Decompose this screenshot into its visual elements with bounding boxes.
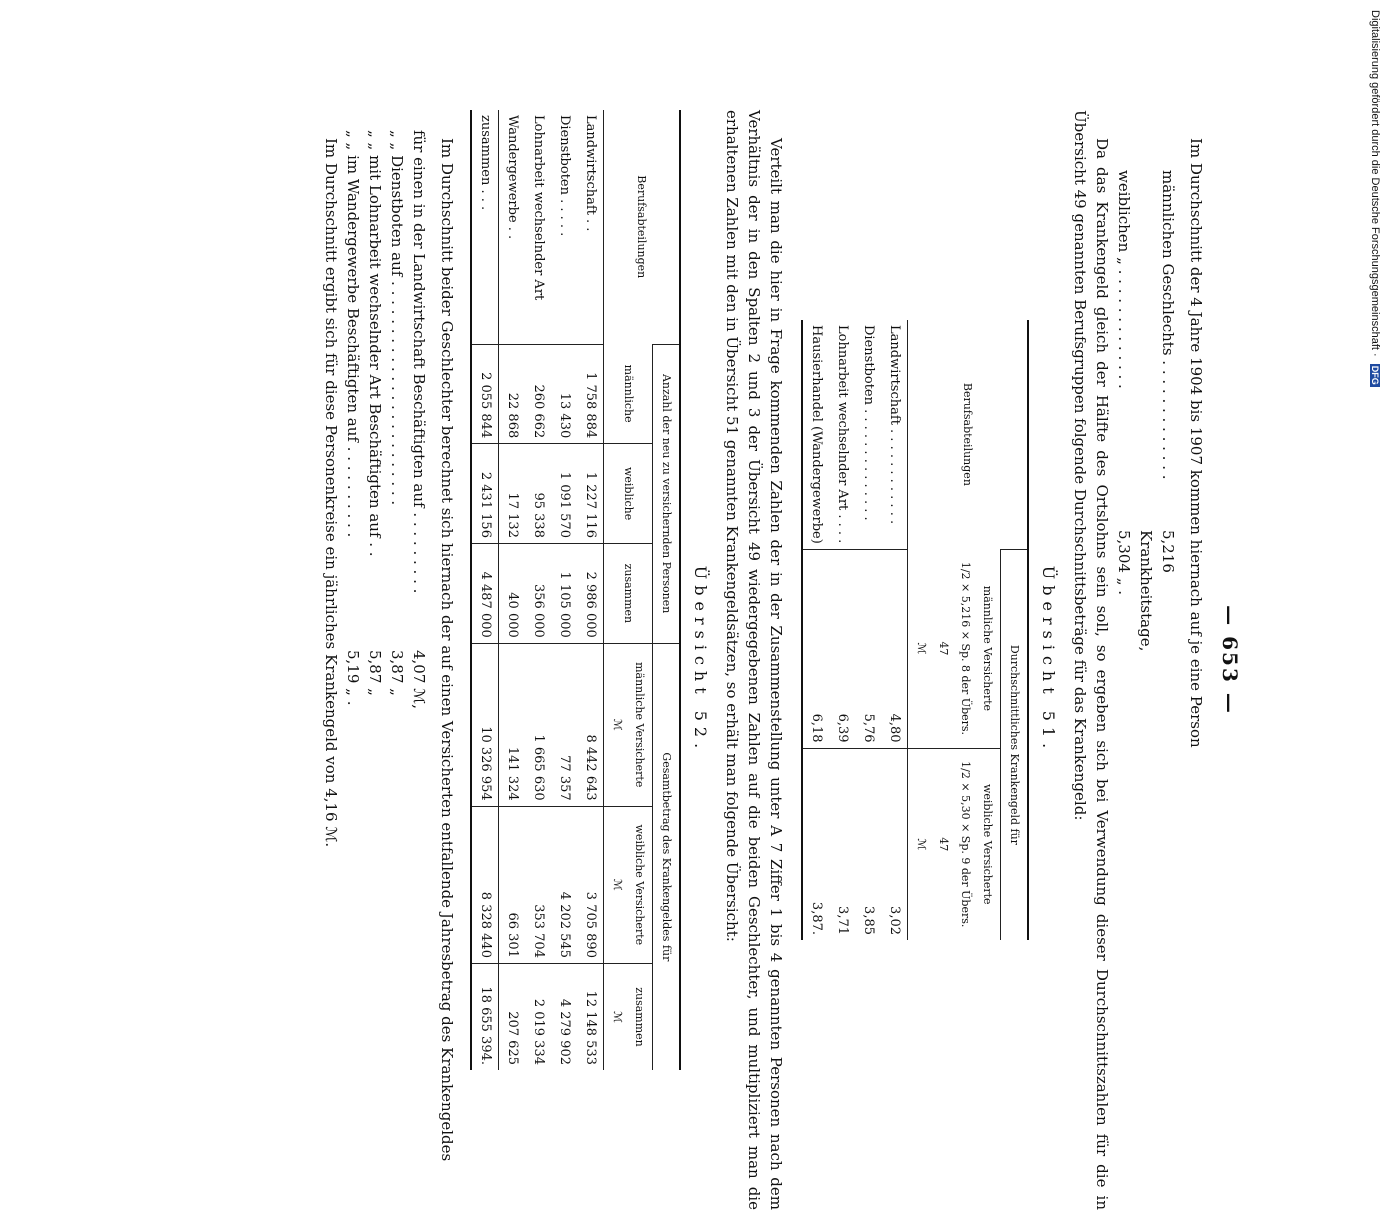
table-51-title: Übersicht 51. (1039, 565, 1058, 755)
cell: 95 338 (525, 444, 551, 544)
t52-head-total: zusammen (604, 543, 653, 643)
cell: 1 091 570 (551, 444, 577, 544)
t52-head-male-insured (604, 643, 653, 806)
cell: 10 326 954 (471, 643, 499, 806)
cell: 1 105 000 (551, 543, 577, 643)
t52-head-total-insured (604, 963, 653, 1070)
cell: 8 442 643 (577, 643, 604, 806)
table-row-total (471, 110, 499, 1070)
t52-head-female-insured-label: weibliche Versicherte (633, 824, 646, 946)
row-label: Lohnarbeit wechselnder Art (531, 115, 546, 301)
cell: 2 986 000 (577, 543, 604, 643)
table-row (855, 320, 881, 940)
list-item-label: für einen in der Landwirtschaft Beschäftigten auf . . . . . . . . . (410, 130, 428, 594)
t51-unit-female: ℳ (915, 838, 928, 851)
gender-row-female (1113, 170, 1135, 1210)
cell-female: 3,02 (881, 748, 908, 940)
paragraph-verteilung: Verteilt man die hier in Frage kommenden Zahlen der in der Zusammenstellung unter A 7 Ziffer 1 bis 4 genannten Personen nach dem Verhältnis der in den Spalten 2 und 3 der Übersicht 49 wiedergegebenen Zahlen auf die beiden Geschlechter, und multipliziert man die erhaltenen Zahlen mit den in Übersicht 51 genannten Krankengeldsätzen, so erhält man folgende Übersicht: (723, 110, 785, 1210)
cell: 1 665 630 (525, 643, 551, 806)
cell: 2 055 844 (471, 344, 499, 444)
t52-unit: ℳ (611, 718, 624, 731)
cell: 3 705 890 (577, 806, 604, 963)
gender-value: 5,216 Krankheitstage, (1137, 530, 1177, 652)
t51-head-female-label: weibliche Versicherte (981, 783, 994, 905)
t51-formula-male: 1/2 × 5,216 × Sp. 8 der Übers. 47 (937, 561, 972, 736)
page-number: — 653 — (1218, 605, 1242, 715)
t52-head-male-insured-label: männliche Versicherte (633, 662, 646, 788)
table-row (881, 320, 908, 940)
table-row (551, 110, 577, 1070)
t51-head-male-label: männliche Versicherte (981, 585, 994, 712)
table-row (802, 320, 829, 940)
table-row (829, 320, 855, 940)
dfg-sidebar (1367, 10, 1383, 390)
list-item (364, 130, 386, 1210)
t52-head-female-insured (604, 806, 653, 963)
t51-head-male (908, 549, 1001, 748)
cell: 22 868 (499, 344, 526, 444)
cell-male: 5,76 (855, 549, 881, 748)
gender-label: weiblichen „ . . . . . . . . . . . . . (1115, 170, 1133, 389)
row-label: Lohnarbeit wechselnder Art . . . . (835, 325, 850, 544)
cell: 2 019 334 (525, 963, 551, 1070)
rotated-page-content (151, 110, 1241, 1210)
cell: 2 431 156 (471, 444, 499, 544)
table-52-title: Übersicht 52. (691, 565, 710, 755)
list-item (342, 130, 364, 1210)
table-52 (470, 110, 681, 1070)
dfg-credit (1369, 10, 1381, 390)
paragraph-krankengeld: Da das Krankengeld gleich der Hälfte des Ortslohns sein soll, so ergeben sich bei Verwendung dieser Durchschnittszahlen für die in Übersicht 49 genannten Berufsgruppen folgende Durchschnittsbeträge für das Krankengeld: (1071, 110, 1111, 1210)
cell: 18 655 394. (471, 963, 499, 1070)
list-item-value: 5,19 „ . (344, 650, 362, 706)
cell: 40 000 (499, 543, 526, 643)
list-item-label: „ „ Dienstboten auf . . . . . . . . . . . . . . . . . . . . . . . . (388, 130, 406, 506)
list-item-label: „ „ im Wandergewerbe Beschäftigten auf . . . . . . . . . . (344, 130, 362, 538)
cell: 141 324 (499, 643, 526, 806)
cell: 4 487 000 (471, 543, 499, 643)
t52-head-total-insured-label: zusammen (633, 987, 646, 1047)
table-51 (801, 320, 1029, 940)
t52-head-amount-group: Gesamtbetrag des Krankengeldes für (653, 643, 681, 1070)
row-label: zusammen . . . (471, 110, 499, 344)
table-row (499, 110, 526, 1070)
cell: 207 625 (499, 963, 526, 1070)
gender-label: männlichen Geschlechts . . . . . . . . . . . . . (1159, 170, 1177, 480)
cell: 260 662 (525, 344, 551, 444)
list-item (386, 130, 408, 1210)
cell-female: 3,87. (802, 748, 829, 940)
gender-value: 5,304 „ . (1115, 530, 1133, 596)
t52-head-berufs: Berufsabteilungen (604, 110, 681, 344)
list-item-value: 5,87 „ (366, 650, 384, 696)
dfg-credit-text: Digitalisierung gefördert durch die Deutsche Forschungsgemeinschaft · (1369, 10, 1381, 357)
gender-row-male (1135, 170, 1179, 1210)
t51-head-female (908, 748, 1001, 940)
average-list (342, 110, 430, 1210)
cell: 4 279 902 (551, 963, 577, 1070)
row-label: Dienstboten . . . . . . . . . . . . . . (861, 325, 876, 521)
cell: 4 202 545 (551, 806, 577, 963)
row-label: Dienstboten . . . . . (557, 115, 572, 237)
paragraph-durchschnitt: Im Durchschnitt beider Geschlechter berechnet sich hiernach der auf einen Versicherten entfallende Jahresbetrag des Krankengeldes (438, 138, 456, 1162)
cell-female: 3,85 (855, 748, 881, 940)
t52-head-female: weibliche (604, 444, 653, 544)
cell-male: 6,18 (802, 549, 829, 748)
list-item-value: 3,87 „ (388, 650, 406, 696)
cell: 1 758 884 (577, 344, 604, 444)
t52-head-male: männliche (604, 344, 653, 444)
intro-line: Im Durchschnitt der 4 Jahre 1904 bis 1907 kommen hiernach auf je eine Person (1187, 138, 1205, 748)
cell-female: 3,71 (829, 748, 855, 940)
cell: 13 430 (551, 344, 577, 444)
list-item-label: „ „ mit Lohnarbeit wechselnder Art Beschäftigten auf . . (366, 130, 384, 557)
list-item (408, 130, 430, 1210)
cell: 12 148 533 (577, 963, 604, 1070)
cell: 17 132 (499, 444, 526, 544)
cell-male: 6,39 (829, 549, 855, 748)
table-row (525, 110, 551, 1070)
t51-formula-female: 1/2 × 5,30 × Sp. 9 der Übers. 47 (937, 761, 972, 928)
cell: 1 227 116 (577, 444, 604, 544)
t51-unit-male: ℳ (915, 642, 928, 655)
row-label: Hausierhandel (Wandergewerbe) (802, 320, 829, 549)
t52-head-count-group: Anzahl der neu zu versichernden Personen (653, 344, 681, 643)
cell: 8 328 440 (471, 806, 499, 963)
t52-unit: ℳ (611, 1011, 624, 1023)
row-label: Landwirtschaft . . . . . . . . . . . . (887, 325, 902, 525)
list-item-value: 4,07 ℳ, (410, 650, 428, 709)
cell: 353 704 (525, 806, 551, 963)
t52-unit: ℳ (611, 878, 624, 891)
t51-head-berufs: Berufsabteilungen (908, 320, 1029, 549)
paragraph-ergebnis: Im Durchschnitt ergibt sich für diese Personenkreise ein jährliches Krankengeld von 4,16 ℳ. (322, 138, 340, 848)
cell-male: 4,80 (881, 549, 908, 748)
cell: 66 301 (499, 806, 526, 963)
dfg-logo: DFG (1370, 365, 1380, 385)
cell: 77 357 (551, 643, 577, 806)
table-row (577, 110, 604, 1070)
row-label: Wandergewerbe . . (505, 115, 520, 240)
t51-head-group: Durchschnittliches Krankengeld für (1001, 549, 1029, 940)
cell: 356 000 (525, 543, 551, 643)
row-label: Landwirtschaft . . (583, 115, 598, 232)
